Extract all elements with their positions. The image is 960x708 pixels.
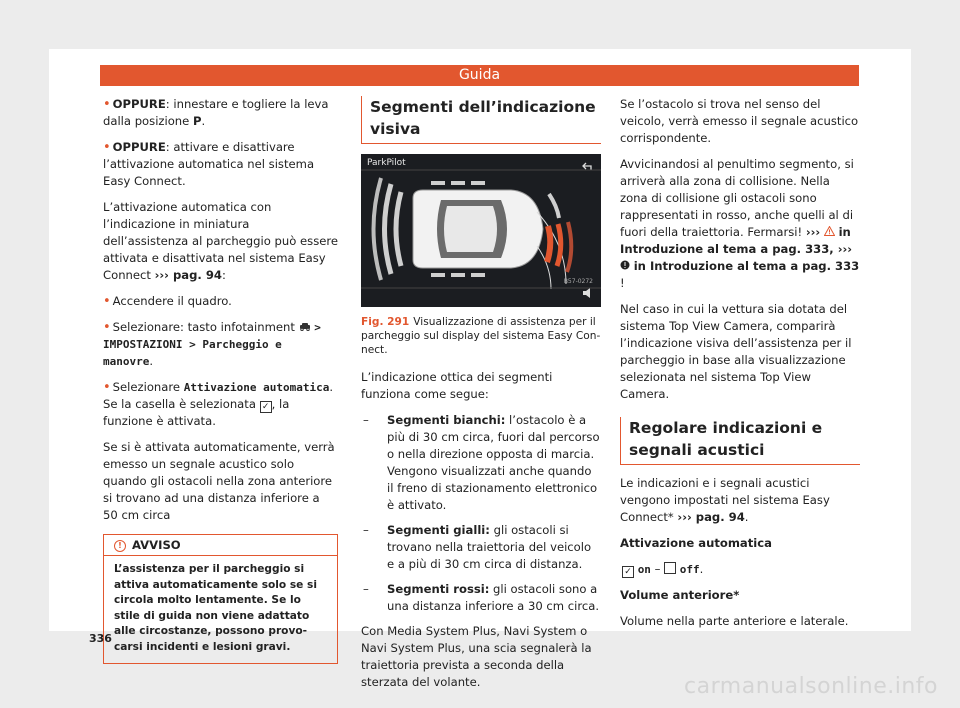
list-label: Segmenti gialli: bbox=[387, 523, 490, 537]
list-dash: – bbox=[363, 523, 369, 537]
gear-p: P bbox=[192, 114, 202, 128]
paragraph-volume: Volume nella parte anteriore e laterale. bbox=[620, 614, 849, 628]
paragraph-top-view: Nel caso in cui la vettura sia dotata del sistema Top View Camera, comparirà l’indicazione visiva dell’assistenza per il parcheggio in base alla visualizzazione selezionata nel sistema Top View Camera. bbox=[620, 302, 852, 401]
page-reference[interactable]: ››› pag. 94 bbox=[154, 268, 222, 282]
bullet-dot: • bbox=[103, 294, 111, 309]
list-dash: – bbox=[363, 582, 369, 596]
column-3 bbox=[620, 96, 860, 639]
section-heading: Segmenti dell’indicazione visiva bbox=[361, 96, 601, 144]
parkpilot-figure bbox=[361, 154, 601, 307]
bullet-dot: • bbox=[103, 380, 111, 395]
bullet-dot: • bbox=[103, 140, 111, 155]
figure-number: Fig. 291 bbox=[361, 316, 410, 328]
bullet-text: : attivare e disattivare l’attivazione automatica nel sistema Easy Connect. bbox=[103, 140, 315, 188]
ref-arrows: , ››› bbox=[829, 242, 853, 256]
bullet-selezionare-menu: • Selezionare: tasto infotainment > IMPOSTAZIONI > Parcheggio e manovre. bbox=[103, 320, 321, 368]
bullet-selezionare-auto bbox=[103, 379, 338, 430]
bullet-text: Accendere il quadro. bbox=[112, 294, 232, 308]
separator: – bbox=[654, 562, 661, 576]
subheading-auto-activation: Attivazione automatica bbox=[620, 536, 772, 550]
on-off-option: ✓ on – off. bbox=[620, 561, 860, 578]
figure-screen-title: ParkPilot bbox=[367, 158, 406, 168]
cross-reference[interactable]: in Introduzione al tema a pag. 333 bbox=[633, 259, 860, 273]
page-number: 336 bbox=[89, 632, 112, 645]
bullet-oppure-2 bbox=[103, 139, 338, 190]
subheading-front-volume: Volume anteriore* bbox=[620, 588, 740, 602]
paragraph-obstacle: Se l’ostacolo si trova nel senso del veicolo, verrà emesso il segnale acustico corrispondente. bbox=[620, 97, 859, 145]
list-text: l’ostacolo è a più di 30 cm circa, fuori dal percorso o nella direzione opposta di marcia. Vengono visualizzati anche quando il freno di stazionamento elettronico è attivato. bbox=[387, 413, 600, 512]
paragraph-intro: L’indicazione ottica dei segmenti funziona come segue: bbox=[361, 370, 553, 401]
page-header: Guida bbox=[100, 65, 859, 86]
option-on: on bbox=[637, 563, 651, 576]
warning-box bbox=[103, 534, 338, 664]
bullet-label: OPPURE bbox=[112, 97, 166, 111]
list-label: Segmenti rossi: bbox=[387, 582, 490, 596]
bullet-dot: • bbox=[103, 97, 111, 112]
paragraph-auto-activation: L’attivazione automatica con l’indicazione in miniatura dell’assistenza al parcheggio può essere attivata e disattivata nel sistema Easy Connect ››› pag. 94: bbox=[103, 200, 339, 282]
paragraph-acoustic: Se si è attivata automaticamente, verrà emesso un segnale acustico solo quando gli ostacoli nella zona anteriore si trovano ad una distanza inferiore a 50 cm circa bbox=[103, 440, 335, 522]
paragraph-collision bbox=[620, 156, 860, 292]
figure-caption bbox=[361, 315, 601, 357]
warning-body: L’assistenza per il parcheggio si attiva automaticamente solo se si circola molto lentamente. Se lo stile di guida non viene adattato alle circostanze, possono provocarsi incidenti e lesioni gravi. bbox=[114, 563, 317, 653]
ref-arrows: ››› bbox=[805, 225, 821, 239]
list-item bbox=[361, 412, 601, 514]
paragraph-text: L’attivazione automatica con l’indicazione in miniatura dell’assistenza al parcheggio può essere attivata e disattivata nel sistema Easy Connect bbox=[103, 200, 339, 282]
column-1 bbox=[103, 96, 338, 664]
menu-path: > IMPOSTAZIONI > Parcheggio e manovre bbox=[103, 321, 321, 368]
car-icon bbox=[299, 320, 311, 334]
bullet-text: : innestare e togliere la leva dalla posizione bbox=[103, 97, 329, 128]
cross-reference[interactable]: in Introduzione al tema a pag. 333 bbox=[620, 225, 851, 256]
bullet-label: OPPURE bbox=[112, 140, 166, 154]
list-item bbox=[361, 522, 601, 573]
warning-header bbox=[104, 535, 337, 556]
checkbox-empty-icon bbox=[664, 562, 676, 574]
info-circle-icon bbox=[620, 259, 630, 273]
paragraph-text: Avvicinandosi al penultimo segmento, si arriverà alla zona di collisione. Nella zona di collisione gli ostacoli sono rappresentati in rosso, anche quelli al di fuori della traiettoria. Fermarsi! bbox=[620, 157, 854, 239]
checkbox-checked-icon: ✓ bbox=[622, 566, 634, 578]
bullet-accendere bbox=[103, 293, 338, 310]
list-label: Segmenti bianchi: bbox=[387, 413, 506, 427]
warning-title: AVVISO bbox=[132, 538, 181, 552]
list-text: gli ostacoli si trovano nella traiettoria del veicolo e a più di 30 cm circa di distanza. bbox=[387, 523, 592, 571]
list-dash: – bbox=[363, 413, 369, 427]
menu-option: Attivazione automatica bbox=[183, 381, 330, 394]
punctuation: ! bbox=[620, 276, 625, 290]
bullet-text: , la funzione è attivata. bbox=[103, 397, 290, 428]
paragraph-text: Le indicazioni e i segnali acustici vengono impostati nel sistema Easy Connect* bbox=[620, 476, 830, 524]
bullet-text: Selezionare: tasto infotainment bbox=[112, 320, 295, 334]
bullet-text: . Se la casella è selezionata bbox=[103, 380, 334, 411]
warning-icon: ! bbox=[114, 540, 126, 552]
figure-id: B57-0272 bbox=[563, 278, 593, 285]
caption-text: Visualizzazione di assistenza per il parcheggio sul display del sistema Easy Connect. bbox=[361, 316, 601, 356]
list-item bbox=[361, 581, 601, 615]
warning-triangle-icon bbox=[824, 225, 835, 239]
paragraph-outro: Con Media System Plus, Navi System o Navi System Plus, una scia segnalerà la traiettoria prevista a seconda della sterzata del volante. bbox=[361, 624, 592, 689]
column-2 bbox=[361, 96, 601, 700]
bullet-text: Selezionare bbox=[112, 380, 181, 394]
option-off: off bbox=[679, 563, 700, 576]
list-text: gli ostacoli sono a una distanza inferiore a 30 cm circa. bbox=[387, 582, 600, 613]
section-heading: Regolare indicazioni e segnali acustici bbox=[620, 417, 860, 465]
checkbox-checked-icon: ✓ bbox=[260, 401, 272, 413]
watermark: carmanualsonline.info bbox=[684, 674, 938, 699]
bullet-oppure-1: • OPPURE: innestare e togliere la leva dalla posizione P. bbox=[103, 97, 329, 128]
page-reference[interactable]: ››› pag. 94 bbox=[677, 510, 745, 524]
bullet-dot: • bbox=[103, 320, 111, 335]
paragraph-settings: Le indicazioni e i segnali acustici vengono impostati nel sistema Easy Connect* ››› pag. 94. bbox=[620, 476, 830, 524]
